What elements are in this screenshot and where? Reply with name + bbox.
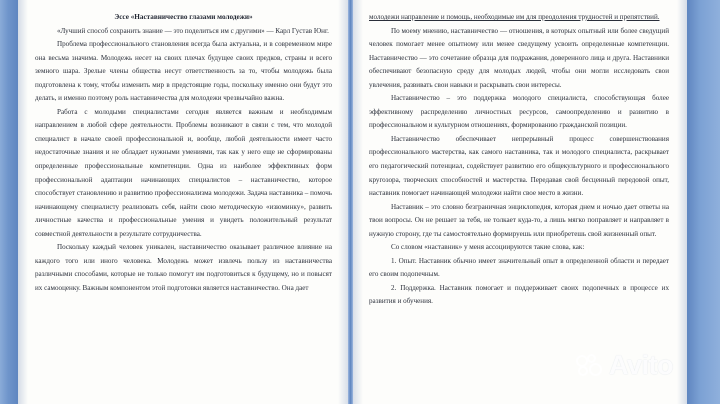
paragraph: Работа с молодыми специалистами сегодня является важным и необходимым направлением в любой сфере деятельности. Проблемы возникают в связи с тем, что молодой специалист в начале своей профессиональной и, вообще, любой деятельности имеет часто недостаточные знания и не обладает нужными умениями, так как у него еще не сформированы определенные профессиональные компетенции. Одна из наиболее эффективных форм профессиональной адаптации начинающих специалистов – наставничество, которое способствует становлению и развитию профессионализма молодежи. Задача наставника – помочь начинающему специалисту реализовать себя, найти свою методическую «изюминку», развить личностные качества и профессиональные умения и увидеть положительный результат совместной деятельности в результате сотрудничества.	[35, 107, 332, 238]
paragraph: Наставничество обеспечивает непрерывный процесс совершенствования профессионального мастерства, как самого наставника, так и молодого специалиста, раскрывает его педагогический потенциал, содействует развитию его общекультурного и профессионального кругозора, творческих способностей и мастерства. Передавая свой бесценный передовой опыт, наставник помогает начинающей молодежи найти свое место в жизни.	[369, 134, 669, 198]
left-edge-bar	[0, 0, 18, 404]
page-right-body	[353, 0, 687, 309]
right-edge-bar	[687, 0, 720, 404]
paragraph: По моему мнению, наставничество — отношения, в которых опытный или более сведущий человек помогает менее опытному или менее сведущему усвоить определенные компетенции. Наставничество — это сочетание образца для подражания, доверенного лица и друга. Наставники обеспечивают безопасную среду для молодых людей, чтобы они могли исследовать свои увлечения, развивать свои навыки и раскрывать свои интересы.	[369, 26, 669, 89]
document-page-left	[18, 0, 348, 404]
paragraph: Проблема профессионального становления всегда была актуальна, и в современном мире она весьма значима. Молодежь несет на своих плечах будущее своих предков, страны и всего земного шара. Зрелые члены общества несут ответственность за то, чтобы молодежь была подготовлена к тому, чтобы изменить мир в предстоящие годы, поскольку именно они будут это делать, и именно поэтому роль наставничества для молодежи чрезвычайно важна.	[35, 40, 332, 103]
paragraph: Наставник – это словно безграничная энциклопедия, которая днем и ночью дает ответы на твои вопросы. Он не решает за тебя, не толкает куда-то, а лишь мягко поправляет и направляет в нужную сторону, где ты самостоятельно формируешь или приобретешь свой жизненный опыт.	[369, 202, 669, 238]
page-left-body	[18, 0, 348, 295]
document-page-right	[353, 0, 687, 404]
paragraph: Со словом «наставник» у меня ассоциируются такие слова, как:	[391, 243, 585, 252]
paragraph: Наставничество – это поддержка молодого специалиста, способствующая более эффективному распределению личностных ресурсов, самоопределению и развитию в профессиональном и культурном отношениях, формированию гражданской позиции.	[369, 94, 669, 130]
paragraph: «Лучший способ сохранить знание — это поделиться им с другими» — Карл Густав Юнг.	[57, 26, 329, 35]
page-title: Эссе «Наставничество глазами молодежи»	[114, 13, 253, 21]
paragraph: Поскольку каждый человек уникален, наставничество оказывает различное влияние на каждого того или иного человека. Молодежь может извлечь пользу из наставничества различными способами, которые не только помогут им подготовиться к будущему, но и повысят их самооценку. Важным компонентом этой подготовки является наставничество. Она дает	[35, 243, 332, 292]
paragraph: 2. Поддержка. Наставник помогает и поддерживает своих подопечных в процессе их развития и обучения.	[369, 283, 669, 306]
avito-watermark-text: Avito	[609, 350, 673, 380]
continued-paragraph: молодежи направление и помощь, необходимые им для преодоления трудностей и препятствий.	[369, 13, 660, 21]
paragraph: 1. Опыт. Наставник обычно имеет значительный опыт в определенной области и передает его своим подопечным.	[369, 256, 669, 279]
